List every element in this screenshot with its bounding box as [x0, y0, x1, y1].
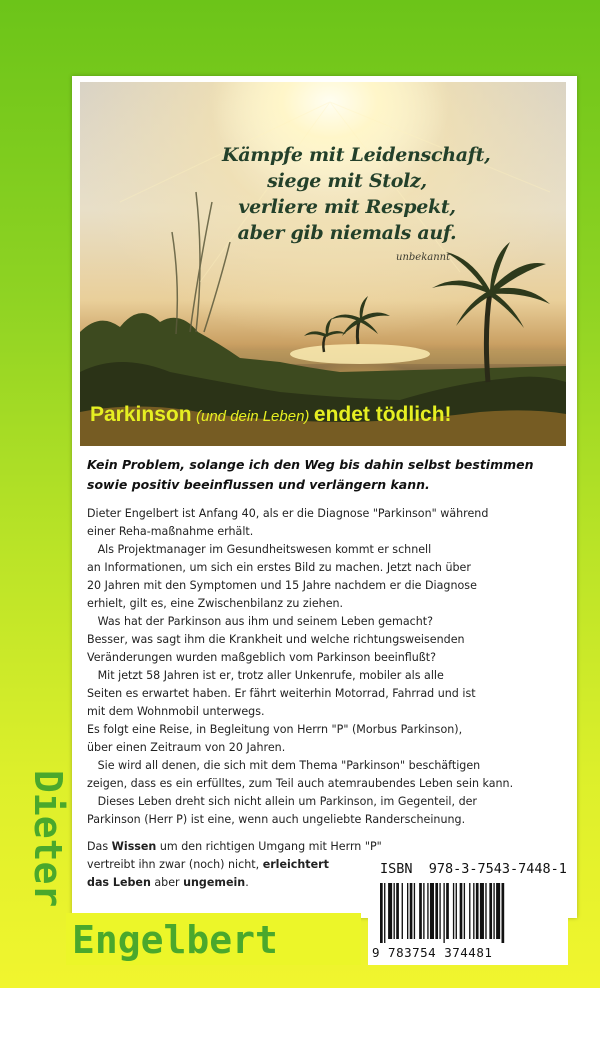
blurb-line: Veränderungen wurden maßgeblich vom Parkinson beeinflußt?: [87, 651, 437, 664]
quote-line: verliere mit Respekt,: [238, 196, 456, 218]
barcode-bar: [384, 883, 385, 943]
barcode-bar: [489, 883, 492, 939]
quote-author: unbekannt: [396, 252, 451, 263]
barcode-bars: [372, 883, 564, 945]
blurb-line: Mit jetzt 58 Jahren ist er, trotz aller Unkenrufe, mobiler als alle: [87, 669, 444, 682]
barcode-bar: [380, 883, 383, 943]
lead-paragraph: [87, 455, 567, 495]
blurb-line: 20 Jahren mit den Symptomen und 15 Jahre nachdem er die Diagnose: [87, 579, 477, 592]
barcode-bar: [464, 883, 465, 939]
sunset-scenery: [80, 82, 566, 446]
quote-line: siege mit Stolz,: [267, 170, 427, 192]
blurb-text: [87, 505, 557, 829]
barcode-bar: [456, 883, 457, 939]
barcode-bar: [480, 883, 484, 939]
sunset-photo: [80, 82, 566, 446]
lead-line: Kein Problem, solange ich den Weg bis dahin selbst bestimmen: [87, 457, 534, 472]
barcode-bar: [410, 883, 413, 939]
barcode-bar: [485, 883, 486, 939]
barcode-bar: [502, 883, 505, 943]
barcode-bar: [460, 883, 463, 939]
closing-statement: [87, 838, 382, 892]
emphasis-erleichtert: erleichtert: [262, 858, 329, 871]
headline-part-1: Parkinson: [90, 403, 192, 426]
closing-line-1: Das Wissen um den richtigen Umgang mit Herrn "P": [87, 840, 382, 853]
barcode-bar: [476, 883, 479, 939]
barcode-bar: [493, 883, 494, 939]
lead-line: sowie positiv beeinflussen und verlängern kann.: [87, 477, 430, 492]
barcode-bar: [402, 883, 403, 939]
headline-part-2: (und dein Leben): [196, 408, 310, 425]
closing-line-2: vertreibt ihn zwar (noch) nicht, erleichtert: [87, 858, 329, 871]
barcode: [368, 879, 568, 965]
quote-line: Kämpfe mit Leidenschaft,: [222, 144, 491, 166]
isbn-label: ISBN 978-3-7543-7448-1: [380, 861, 567, 877]
blurb-line: mit dem Wohnmobil unterwegs.: [87, 705, 265, 718]
barcode-digits: 9 783754 374481: [372, 945, 493, 960]
barcode-bar: [469, 883, 470, 939]
barcode-bar: [453, 883, 454, 939]
blurb-line: erhielt, gilt es, eine Zwischenbilanz zu ziehen.: [87, 597, 344, 610]
barcode-bar: [396, 883, 399, 939]
author-first-name: Dieter: [26, 770, 70, 908]
author-last-name: Engelbert: [72, 918, 278, 962]
blurb-line: Dieter Engelbert ist Anfang 40, als er die Diagnose "Parkinson" während: [87, 507, 489, 520]
blurb-line: Seiten es erwartet haben. Er fährt weiterhin Motorrad, Fahrrad und ist: [87, 687, 476, 700]
barcode-bar: [427, 883, 428, 939]
blurb-line: Es folgt eine Reise, in Begleitung von Herrn "P" (Morbus Parkinson),: [87, 723, 463, 736]
quote-line: aber gib niemals auf.: [237, 222, 457, 244]
barcode-bar: [423, 883, 424, 939]
barcode-bar: [430, 883, 434, 939]
emphasis-wissen: Wissen: [111, 840, 157, 853]
blurb-line: einer Reha-maßnahme erhält.: [87, 525, 254, 538]
barcode-bar: [394, 883, 395, 939]
barcode-bar: [419, 883, 422, 939]
blurb-line: Besser, was sagt ihm die Krankheit und welche richtungsweisenden: [87, 633, 465, 646]
headline-part-3: endet tödlich!: [313, 403, 452, 426]
barcode-bar: [407, 883, 408, 939]
closing-line-3: das Leben aber ungemein.: [87, 876, 249, 889]
blurb-line: Was hat der Parkinson aus ihm und seinem Leben gemacht?: [87, 615, 433, 628]
barcode-bar: [414, 883, 415, 939]
barcode-bar: [496, 883, 500, 939]
emphasis-ungemein: ungemein: [183, 876, 246, 889]
blurb-line: Als Projektmanager im Gesundheitswesen kommt er schnell: [87, 543, 432, 556]
isbn-block: [368, 857, 568, 965]
barcode-bar: [388, 883, 392, 939]
blurb-line: Sie wird all denen, die sich mit dem Thema "Parkinson" beschäftigen: [87, 759, 481, 772]
blurb-line: über einen Zeitraum von 20 Jahren.: [87, 741, 286, 754]
blurb-line: Parkinson (Herr P) ist eine, wenn auch ungeliebte Randerscheinung.: [87, 813, 466, 826]
photo-headline: [90, 403, 452, 427]
blurb-line: an Informationen, um sich ein erstes Bild zu machen. Jetzt nach über: [87, 561, 471, 574]
barcode-bar: [435, 883, 438, 939]
emphasis-das-leben: das Leben: [87, 876, 151, 889]
barcode-bar: [473, 883, 474, 939]
blurb-line: Dieses Leben dreht sich nicht allein um Parkinson, im Gegenteil, der: [87, 795, 477, 808]
barcode-bar: [439, 883, 440, 939]
barcode-bar: [443, 883, 444, 943]
barcode-bar: [446, 883, 449, 939]
motivational-quote: [222, 142, 491, 246]
blurb-line: zeigen, dass es ein erfülltes, zum Teil auch atemraubendes Leben sein kann.: [87, 777, 514, 790]
